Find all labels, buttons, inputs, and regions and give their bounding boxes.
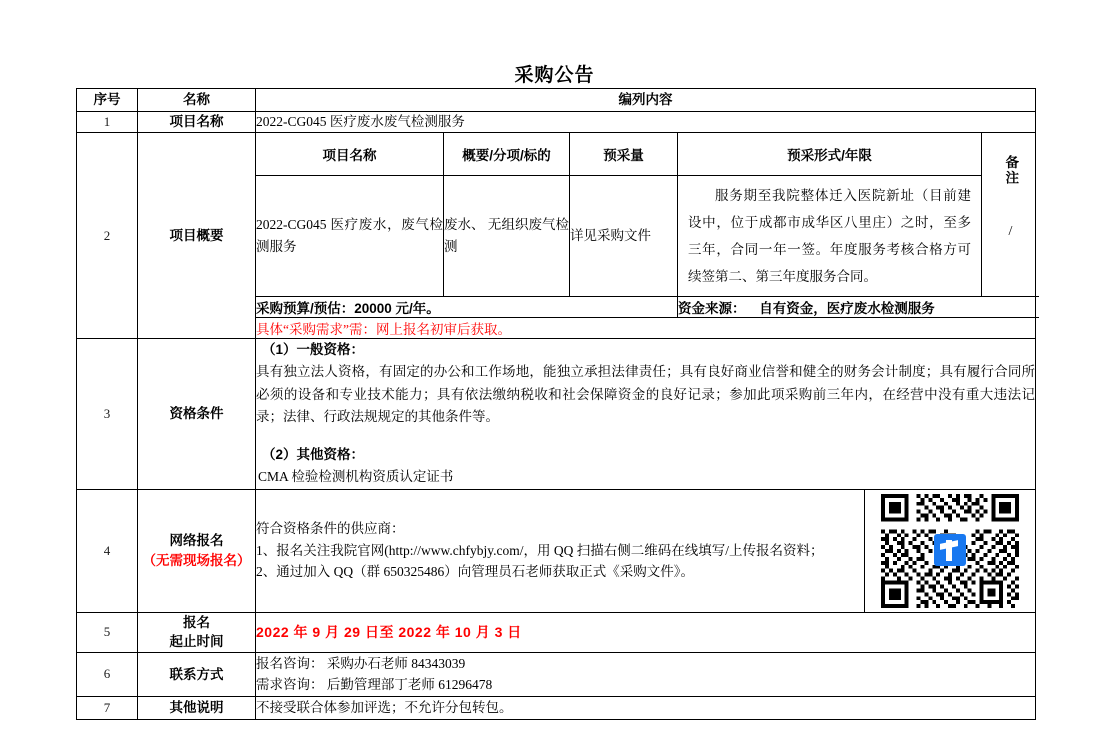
qr-code-icon	[876, 490, 1024, 612]
table-row	[77, 489, 1036, 612]
other-qualification-text: CMA 检验检测机构资质认定证书	[258, 469, 454, 485]
row3-qualifications	[256, 339, 1036, 490]
registration-instructions	[256, 490, 865, 612]
registration-item-2: 2、通过加入 QQ（群 650325486）向管理员石老师获取正式《采购文件》。	[256, 564, 694, 580]
procurement-announcement-table	[76, 88, 1036, 720]
sub-header-remark	[982, 133, 1040, 297]
row2-label: 项目概要	[138, 133, 256, 339]
row5-date-range: 2022 年 9 月 29 日至 2022 年 10 月 3 日	[256, 612, 1036, 652]
row4-content	[256, 489, 1036, 612]
row1-value: 2022-CG045 医疗废水废气检测服务	[256, 112, 1036, 133]
row5-label-line2: 起止时间	[169, 634, 224, 650]
row2-content	[256, 133, 1036, 339]
sub-row-remark: /	[1008, 223, 1013, 239]
row4-label	[138, 489, 256, 612]
table-header-row	[77, 89, 1036, 112]
sub-header-summary: 概要/分项/标的	[444, 133, 570, 176]
table-row	[77, 339, 1036, 490]
registration-item-1: 1、报名关注我院官网(http://www.chfybjy.com/，用 QQ 扫描右侧二维码在线填写/上传报名资料；	[256, 542, 824, 558]
sub-header-quantity: 预采量	[570, 133, 678, 176]
table-row	[77, 696, 1036, 719]
table-row	[77, 112, 1036, 133]
contact-line-2: 需求咨询： 后勤管理部丁老师 61296478	[256, 677, 493, 693]
row3-no: 3	[77, 339, 138, 490]
row7-label: 其他说明	[138, 696, 256, 719]
qq-logo-icon	[934, 534, 966, 566]
sub-row-summary: 废水、 无组织废气检测	[444, 176, 570, 297]
sub-row-form-term: 服务期至我院整体迁入医院新址（目前建设中，位于成都市成华区八里庄）之时，至多三年，合同一年一签。年度服务考核合格方可续签第二、第三年度服务合同。	[678, 176, 982, 297]
row6-contacts	[256, 652, 1036, 696]
row4-label-line1: 网络报名	[169, 533, 224, 549]
row5-no: 5	[77, 612, 138, 652]
row5-label	[138, 612, 256, 652]
table-row	[77, 612, 1036, 652]
table-row	[77, 133, 1036, 339]
red-note: 具体“采购需求”需：网上报名初审后获取。	[256, 318, 1039, 339]
general-qualification-text: 具有独立法人资格，有固定的办公和工作场地，能独立承担法律责任；具有良好商业信誉和健全的财务会计制度；具有履行合同所必须的设备和专业技术能力；具有依法缴纳税收和社会保障资金的良好记录；参加此项采购前三年内，在经营中没有重大违法记录；法律、行政法规规定的其他条件等。	[256, 364, 1035, 424]
sub-header-form-term: 预采形式/年限	[678, 133, 982, 176]
subtable-data-row	[256, 176, 1039, 297]
row2-no: 2	[77, 133, 138, 339]
subtable-header-row	[256, 133, 1039, 176]
header-no: 序号	[77, 89, 138, 112]
table-row	[77, 652, 1036, 696]
row7-no: 7	[77, 696, 138, 719]
budget-value: 采购预算/预估：20000 元/年。	[256, 297, 678, 318]
qr-code-cell	[865, 490, 1036, 612]
funding-label: 资金来源：	[678, 301, 746, 316]
sub-row-quantity: 详见采购文件	[570, 176, 678, 297]
registration-subtable	[256, 490, 1035, 612]
contact-line-1: 报名咨询： 采购办石老师 84343039	[256, 655, 466, 671]
red-note-row	[256, 318, 1039, 339]
general-qualification-title: （1）一般资格：	[262, 342, 365, 357]
header-name: 名称	[138, 89, 256, 112]
header-content: 编列内容	[256, 89, 1036, 112]
row1-no: 1	[77, 112, 138, 133]
sub-row-project-name: 2022-CG045 医疗废水，废气检测服务	[256, 176, 444, 297]
other-qualification-title: （2）其他资格：	[262, 447, 365, 463]
qualification-spacer	[256, 428, 1035, 444]
row3-label: 资格条件	[138, 339, 256, 490]
row6-no: 6	[77, 652, 138, 696]
row7-value: 不接受联合体参加评选；不允许分包转包。	[256, 696, 1036, 719]
row1-label: 项目名称	[138, 112, 256, 133]
project-overview-subtable	[256, 133, 1039, 338]
registration-row	[256, 490, 1035, 612]
row5-label-line1: 报名	[183, 614, 210, 630]
row4-no: 4	[77, 489, 138, 612]
registration-intro: 符合资格条件的供应商：	[256, 521, 405, 537]
page-title: 采购公告	[514, 65, 595, 86]
row6-label: 联系方式	[138, 652, 256, 696]
budget-row	[256, 297, 1039, 318]
sub-header-project-name: 项目名称	[256, 133, 444, 176]
sub-header-remark-label: 备注	[1003, 155, 1019, 187]
row4-label-line2: （无需现场报名）	[142, 552, 251, 568]
funding-source	[678, 297, 1040, 318]
funding-value: 自有资金，医疗废水检测服务	[759, 301, 935, 316]
